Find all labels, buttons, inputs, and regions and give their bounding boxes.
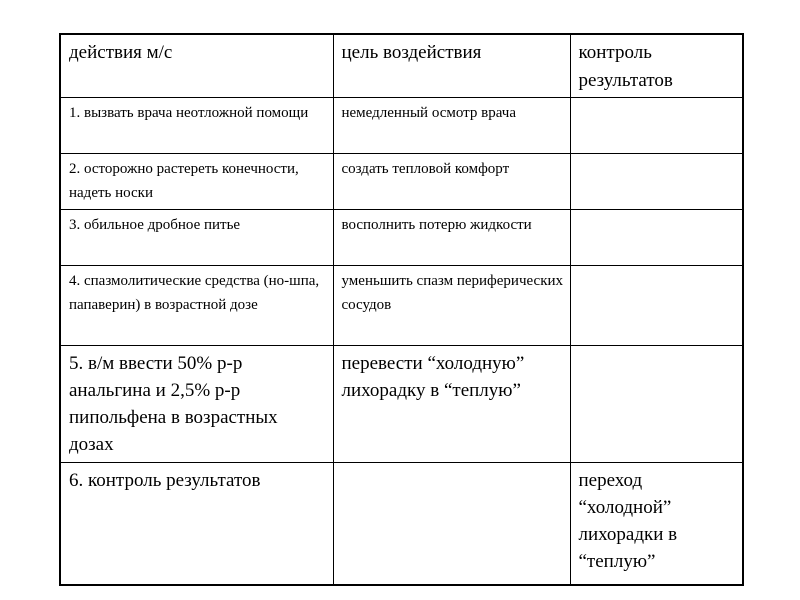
header-goal: цель воздействия: [333, 34, 570, 98]
cell-action: 3. обильное дробное питье: [60, 210, 333, 266]
cell-action: 5. в/м ввести 50% р-р анальгина и 2,5% р-р пипольфена в возрастных дозах: [60, 346, 333, 463]
table-row: [60, 154, 743, 210]
nursing-actions-table: [59, 33, 744, 586]
cell-control: [570, 210, 743, 266]
cell-goal: уменьшить спазм периферических сосудов: [333, 266, 570, 346]
cell-control: переход “холодной” лихорадки в “теплую”: [570, 463, 743, 585]
table-row: [60, 266, 743, 346]
table-row: [60, 98, 743, 154]
cell-goal: перевести “холодную” лихорадку в “теплую”: [333, 346, 570, 463]
cell-action: 1. вызвать врача неотложной помощи: [60, 98, 333, 154]
cell-goal: немедленный осмотр врача: [333, 98, 570, 154]
cell-action: 4. спазмолитические средства (но-шпа, папаверин) в возрастной дозе: [60, 266, 333, 346]
cell-action: 6. контроль результатов: [60, 463, 333, 585]
cell-control: [570, 154, 743, 210]
table-row: [60, 463, 743, 585]
header-actions: действия м/с: [60, 34, 333, 98]
table-row: [60, 210, 743, 266]
cell-goal: создать тепловой комфорт: [333, 154, 570, 210]
cell-control: [570, 98, 743, 154]
cell-control: [570, 346, 743, 463]
cell-goal: [333, 463, 570, 585]
header-control: контроль результатов: [570, 34, 743, 98]
table-header-row: [60, 34, 743, 98]
cell-goal: восполнить потерю жидкости: [333, 210, 570, 266]
table-row: [60, 346, 743, 463]
cell-control: [570, 266, 743, 346]
cell-action: 2. осторожно растереть конечности, надеть носки: [60, 154, 333, 210]
